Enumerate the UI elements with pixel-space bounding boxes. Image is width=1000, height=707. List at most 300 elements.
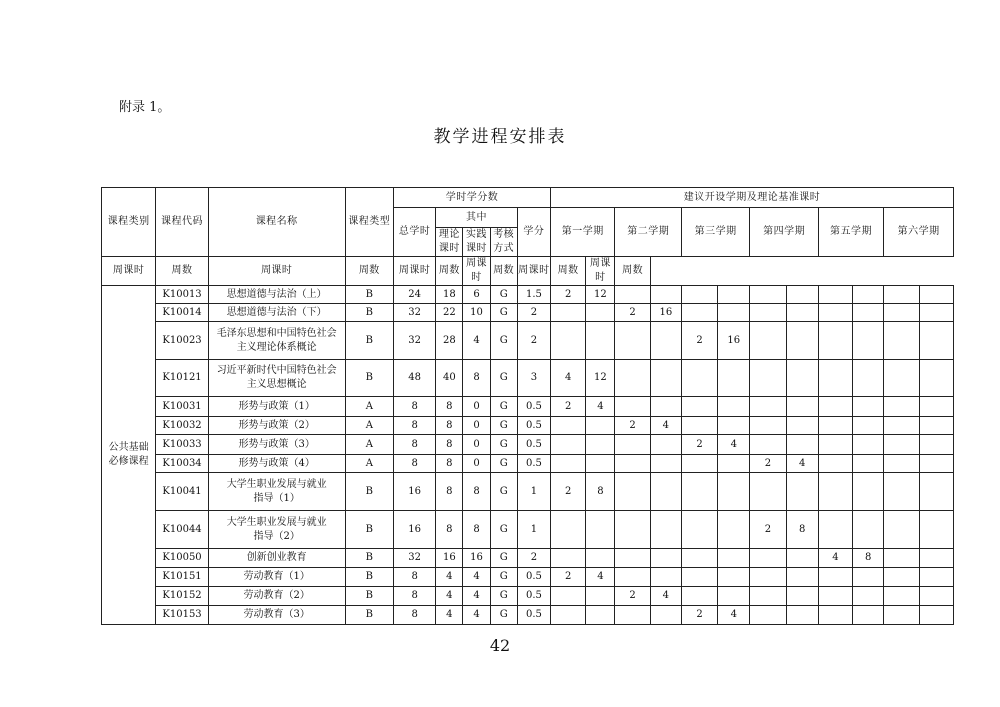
weeks-cell: 12 — [586, 360, 615, 397]
weekly-hours-cell — [681, 417, 717, 435]
weeks-cell — [718, 549, 750, 568]
table-row — [102, 322, 954, 360]
weekly-hours-cell — [551, 435, 586, 455]
practice-hours: 6 — [463, 286, 490, 304]
course-type: B — [345, 606, 393, 625]
weeks-cell: 8 — [853, 549, 884, 568]
course-type: A — [345, 397, 393, 417]
weekly-hours-cell — [884, 360, 919, 397]
weekly-hours-cell — [615, 606, 650, 625]
header-semester-6: 第六学期 — [884, 208, 954, 257]
weeks-cell — [853, 360, 884, 397]
course-code: K10050 — [156, 549, 208, 568]
weeks-cell — [586, 435, 615, 455]
header-weekly-hours: 周课时 — [102, 257, 156, 286]
course-name-line: 思想道德与法治（上） — [226, 288, 327, 300]
weekly-hours-cell — [750, 549, 786, 568]
weeks-cell — [586, 587, 615, 606]
weekly-hours-cell — [750, 304, 786, 322]
header-hours-credits: 学时学分数 — [393, 188, 550, 208]
credits: 2 — [517, 322, 550, 360]
course-type: B — [345, 473, 393, 511]
header-practice: 实践 课时 — [463, 228, 490, 257]
weeks-cell — [786, 549, 818, 568]
credits: 0.5 — [517, 568, 550, 587]
course-name — [208, 587, 345, 606]
weeks-cell — [586, 455, 615, 473]
credits: 0.5 — [517, 606, 550, 625]
table-row — [102, 304, 954, 322]
course-code: K10023 — [156, 322, 208, 360]
course-name-line: 主义理论体系概论 — [236, 341, 317, 353]
course-name-line: 形势与政策（2） — [238, 419, 315, 431]
course-code: K10014 — [156, 304, 208, 322]
total-hours: 8 — [393, 435, 435, 455]
table-row — [102, 455, 954, 473]
table-row — [102, 397, 954, 417]
exam-method: G — [490, 549, 517, 568]
table-row — [102, 360, 954, 397]
total-hours: 32 — [393, 322, 435, 360]
course-code: K10032 — [156, 417, 208, 435]
weekly-hours-cell — [750, 360, 786, 397]
weekly-hours-cell — [818, 360, 852, 397]
course-name-line: 习近平新时代中国特色社会 — [216, 365, 337, 376]
weekly-hours-cell — [750, 473, 786, 511]
header-weeks: 周数 — [436, 257, 463, 286]
course-name — [208, 322, 345, 360]
weekly-hours-cell — [884, 473, 919, 511]
weekly-hours-cell — [750, 587, 786, 606]
exam-method: G — [490, 455, 517, 473]
course-name — [208, 435, 345, 455]
weeks-cell — [786, 397, 818, 417]
course-name-line: 形势与政策（1） — [238, 400, 315, 412]
practice-hours: 0 — [463, 455, 490, 473]
total-hours: 32 — [393, 304, 435, 322]
weekly-hours-cell — [750, 435, 786, 455]
weekly-hours-cell — [818, 322, 852, 360]
total-hours: 32 — [393, 549, 435, 568]
weeks-cell — [919, 511, 954, 549]
course-name-line: 形势与政策（4） — [238, 457, 315, 469]
weekly-hours-cell — [681, 397, 717, 417]
practice-hours: 16 — [463, 549, 490, 568]
weeks-cell — [919, 360, 954, 397]
course-type: B — [345, 587, 393, 606]
course-name — [208, 511, 345, 549]
weeks-cell — [919, 417, 954, 435]
practice-hours: 4 — [463, 322, 490, 360]
weeks-cell — [786, 322, 818, 360]
course-name-line: 毛泽东思想和中国特色社会 — [216, 327, 337, 339]
weekly-hours-cell — [884, 549, 919, 568]
weeks-cell — [853, 587, 884, 606]
weeks-cell — [919, 304, 954, 322]
table-row — [102, 417, 954, 435]
total-hours: 8 — [393, 606, 435, 625]
course-type: B — [345, 568, 393, 587]
weeks-cell: 8 — [586, 473, 615, 511]
course-name — [208, 568, 345, 587]
weekly-hours-cell — [681, 360, 717, 397]
table-row — [102, 587, 954, 606]
weekly-hours-cell — [884, 304, 919, 322]
weekly-hours-cell: 2 — [750, 455, 786, 473]
theory-hours: 22 — [436, 304, 463, 322]
table-row — [102, 473, 954, 511]
weekly-hours-cell — [884, 417, 919, 435]
weeks-cell — [786, 587, 818, 606]
weeks-cell: 8 — [786, 511, 818, 549]
course-name-line: 创新创业教育 — [246, 552, 307, 563]
weeks-cell: 4 — [586, 568, 615, 587]
weekly-hours-cell: 4 — [818, 549, 852, 568]
total-hours: 8 — [393, 568, 435, 587]
total-hours: 16 — [393, 473, 435, 511]
course-name — [208, 473, 345, 511]
category-label: 公共基础 — [108, 442, 149, 453]
theory-hours: 8 — [436, 435, 463, 455]
weekly-hours-cell — [551, 606, 586, 625]
weeks-cell — [718, 587, 750, 606]
credits: 0.5 — [517, 435, 550, 455]
weekly-hours-cell — [750, 397, 786, 417]
table-row — [102, 549, 954, 568]
credits: 1 — [517, 473, 550, 511]
weeks-cell — [853, 511, 884, 549]
weekly-hours-cell — [818, 606, 852, 625]
weeks-cell — [853, 606, 884, 625]
weeks-cell — [650, 322, 681, 360]
total-hours: 24 — [393, 286, 435, 304]
course-name-line: 思想道德与法治（下） — [226, 306, 327, 318]
weeks-cell: 16 — [650, 304, 681, 322]
weeks-cell — [853, 322, 884, 360]
weekly-hours-cell: 2 — [615, 417, 650, 435]
weekly-hours-cell — [681, 549, 717, 568]
practice-hours: 10 — [463, 304, 490, 322]
table-row — [102, 568, 954, 587]
weeks-cell — [853, 397, 884, 417]
course-type: A — [345, 435, 393, 455]
course-name — [208, 549, 345, 568]
weeks-cell — [718, 511, 750, 549]
weekly-hours-cell — [884, 606, 919, 625]
weeks-cell: 4 — [786, 455, 818, 473]
practice-hours: 8 — [463, 473, 490, 511]
weeks-cell: 4 — [650, 587, 681, 606]
practice-hours: 8 — [463, 511, 490, 549]
weeks-cell — [786, 568, 818, 587]
credits: 0.5 — [517, 455, 550, 473]
weekly-hours-cell — [884, 397, 919, 417]
total-hours: 48 — [393, 360, 435, 397]
course-code: K10153 — [156, 606, 208, 625]
exam-method: G — [490, 397, 517, 417]
course-code: K10034 — [156, 455, 208, 473]
weekly-hours-cell: 2 — [750, 511, 786, 549]
course-name-line: 劳动教育（2） — [243, 590, 310, 601]
weekly-hours-cell — [681, 473, 717, 511]
course-name-line: 大学生职业发展与就业 — [226, 516, 327, 528]
total-hours: 8 — [393, 455, 435, 473]
weekly-hours-cell — [750, 417, 786, 435]
course-name — [208, 455, 345, 473]
header-weeks: 周数 — [156, 257, 208, 286]
total-hours: 8 — [393, 417, 435, 435]
credits: 1 — [517, 511, 550, 549]
credits: 3 — [517, 360, 550, 397]
course-code: K10033 — [156, 435, 208, 455]
weekly-hours-cell — [615, 397, 650, 417]
theory-hours: 8 — [436, 455, 463, 473]
weekly-hours-cell — [615, 511, 650, 549]
weekly-hours-cell: 2 — [681, 322, 717, 360]
course-type: B — [345, 304, 393, 322]
header-credits: 学分 — [517, 208, 550, 257]
weekly-hours-cell — [551, 304, 586, 322]
table-row — [102, 435, 954, 455]
weekly-hours-cell — [818, 417, 852, 435]
header-weeks: 周数 — [551, 257, 586, 286]
course-code: K10152 — [156, 587, 208, 606]
schedule-table — [101, 187, 954, 625]
practice-hours: 0 — [463, 417, 490, 435]
weekly-hours-cell — [615, 455, 650, 473]
weeks-cell — [586, 549, 615, 568]
exam-method: G — [490, 304, 517, 322]
weeks-cell — [718, 568, 750, 587]
exam-method: G — [490, 435, 517, 455]
header-theory: 理论 课时 — [436, 228, 463, 257]
weeks-cell — [853, 455, 884, 473]
header-weekly-hours: 周课时 — [517, 257, 550, 286]
weeks-cell — [650, 435, 681, 455]
weekly-hours-cell — [750, 322, 786, 360]
weekly-hours-cell — [818, 286, 852, 304]
weekly-hours-cell: 2 — [681, 606, 717, 625]
weekly-hours-cell — [884, 568, 919, 587]
weeks-cell — [919, 455, 954, 473]
weeks-cell — [586, 606, 615, 625]
weekly-hours-cell — [884, 322, 919, 360]
weekly-hours-cell: 4 — [551, 360, 586, 397]
weeks-cell — [919, 549, 954, 568]
weeks-cell — [919, 587, 954, 606]
weekly-hours-cell — [750, 286, 786, 304]
weeks-cell — [586, 322, 615, 360]
course-type: A — [345, 455, 393, 473]
weeks-cell — [650, 360, 681, 397]
weeks-cell: 4 — [718, 435, 750, 455]
course-name-line: 大学生职业发展与就业 — [226, 478, 327, 490]
header-code: 课程代码 — [156, 188, 208, 257]
weekly-hours-cell — [551, 511, 586, 549]
weeks-cell — [718, 286, 750, 304]
weeks-cell — [650, 606, 681, 625]
weekly-hours-cell: 2 — [615, 304, 650, 322]
weeks-cell: 4 — [650, 417, 681, 435]
weekly-hours-cell — [681, 568, 717, 587]
weeks-cell — [718, 417, 750, 435]
weeks-cell — [718, 455, 750, 473]
course-type: B — [345, 360, 393, 397]
course-type: A — [345, 417, 393, 435]
exam-method: G — [490, 322, 517, 360]
page-number: 42 — [489, 636, 511, 655]
weeks-cell — [586, 304, 615, 322]
weekly-hours-cell — [615, 568, 650, 587]
course-name-line: 主义思想概论 — [246, 379, 307, 390]
weeks-cell — [919, 435, 954, 455]
weeks-cell — [586, 417, 615, 435]
weekly-hours-cell — [818, 397, 852, 417]
header-schedule: 建议开设学期及理论基准课时 — [551, 188, 954, 208]
weekly-hours-cell — [551, 417, 586, 435]
weekly-hours-cell — [551, 322, 586, 360]
theory-hours: 8 — [436, 417, 463, 435]
weekly-hours-cell — [615, 360, 650, 397]
weeks-cell — [786, 304, 818, 322]
weeks-cell — [919, 286, 954, 304]
practice-hours: 4 — [463, 568, 490, 587]
header-weeks: 周数 — [615, 257, 650, 286]
practice-hours: 0 — [463, 435, 490, 455]
weekly-hours-cell — [681, 455, 717, 473]
credits: 0.5 — [517, 587, 550, 606]
exam-method: G — [490, 511, 517, 549]
course-name-line: 指导（1） — [253, 492, 300, 504]
weeks-cell — [786, 606, 818, 625]
weeks-cell — [650, 568, 681, 587]
course-type: B — [345, 511, 393, 549]
theory-hours: 8 — [436, 511, 463, 549]
theory-hours: 4 — [436, 568, 463, 587]
exam-method: G — [490, 473, 517, 511]
weeks-cell — [718, 360, 750, 397]
weekly-hours-cell — [615, 435, 650, 455]
weeks-cell — [718, 473, 750, 511]
table-row — [102, 606, 954, 625]
weeks-cell — [853, 568, 884, 587]
weekly-hours-cell: 2 — [551, 397, 586, 417]
weeks-cell: 4 — [586, 397, 615, 417]
weeks-cell — [650, 286, 681, 304]
exam-method: G — [490, 360, 517, 397]
course-name — [208, 397, 345, 417]
practice-hours: 0 — [463, 397, 490, 417]
course-name — [208, 360, 345, 397]
exam-method: G — [490, 286, 517, 304]
header-semester-3: 第三学期 — [681, 208, 749, 257]
practice-hours: 8 — [463, 360, 490, 397]
weeks-cell: 12 — [586, 286, 615, 304]
weeks-cell — [853, 473, 884, 511]
weekly-hours-cell — [818, 473, 852, 511]
weeks-cell — [919, 473, 954, 511]
weeks-cell — [786, 417, 818, 435]
course-code: K10121 — [156, 360, 208, 397]
course-type: B — [345, 322, 393, 360]
weekly-hours-cell — [615, 322, 650, 360]
table-row — [102, 286, 954, 304]
header-weekly-hours: 周课时 — [463, 257, 490, 286]
course-name — [208, 606, 345, 625]
practice-hours: 4 — [463, 587, 490, 606]
weeks-cell — [786, 473, 818, 511]
weekly-hours-cell — [551, 549, 586, 568]
header-type: 课程类型 — [345, 188, 393, 257]
weekly-hours-cell — [818, 435, 852, 455]
weekly-hours-cell — [750, 568, 786, 587]
header-semester-5: 第五学期 — [818, 208, 883, 257]
theory-hours: 18 — [436, 286, 463, 304]
credits: 2 — [517, 549, 550, 568]
course-name-line: 劳动教育（3） — [243, 609, 310, 620]
credits: 2 — [517, 304, 550, 322]
total-hours: 16 — [393, 511, 435, 549]
weeks-cell — [586, 511, 615, 549]
weeks-cell — [650, 549, 681, 568]
weekly-hours-cell — [615, 473, 650, 511]
course-code: K10044 — [156, 511, 208, 549]
theory-hours: 4 — [436, 587, 463, 606]
course-code: K10031 — [156, 397, 208, 417]
theory-hours: 16 — [436, 549, 463, 568]
weekly-hours-cell — [818, 587, 852, 606]
header-of-which: 其中 — [436, 208, 518, 228]
weeks-cell — [650, 397, 681, 417]
theory-hours: 8 — [436, 473, 463, 511]
course-name-line: 劳动教育（1） — [243, 571, 310, 582]
weeks-cell — [853, 435, 884, 455]
course-name-line: 指导（2） — [253, 530, 300, 542]
weekly-hours-cell — [884, 435, 919, 455]
weeks-cell — [919, 322, 954, 360]
appendix-label: 附录 1。 — [119, 100, 171, 115]
weeks-cell: 16 — [718, 322, 750, 360]
weekly-hours-cell — [884, 455, 919, 473]
weeks-cell — [919, 397, 954, 417]
course-name — [208, 286, 345, 304]
theory-hours: 8 — [436, 397, 463, 417]
header-semester-1: 第一学期 — [551, 208, 615, 257]
exam-method: G — [490, 568, 517, 587]
weeks-cell — [786, 435, 818, 455]
course-type: B — [345, 549, 393, 568]
course-code: K10151 — [156, 568, 208, 587]
weekly-hours-cell — [884, 286, 919, 304]
exam-method: G — [490, 417, 517, 435]
course-code: K10041 — [156, 473, 208, 511]
weekly-hours-cell — [750, 606, 786, 625]
credits: 0.5 — [517, 417, 550, 435]
weekly-hours-cell — [681, 587, 717, 606]
weekly-hours-cell — [884, 511, 919, 549]
table-row — [102, 511, 954, 549]
weeks-cell — [919, 606, 954, 625]
weeks-cell — [718, 304, 750, 322]
weekly-hours-cell — [818, 304, 852, 322]
weeks-cell — [650, 455, 681, 473]
course-name — [208, 417, 345, 435]
weekly-hours-cell: 2 — [551, 473, 586, 511]
theory-hours: 4 — [436, 606, 463, 625]
exam-method: G — [490, 606, 517, 625]
course-code: K10013 — [156, 286, 208, 304]
weekly-hours-cell — [681, 286, 717, 304]
